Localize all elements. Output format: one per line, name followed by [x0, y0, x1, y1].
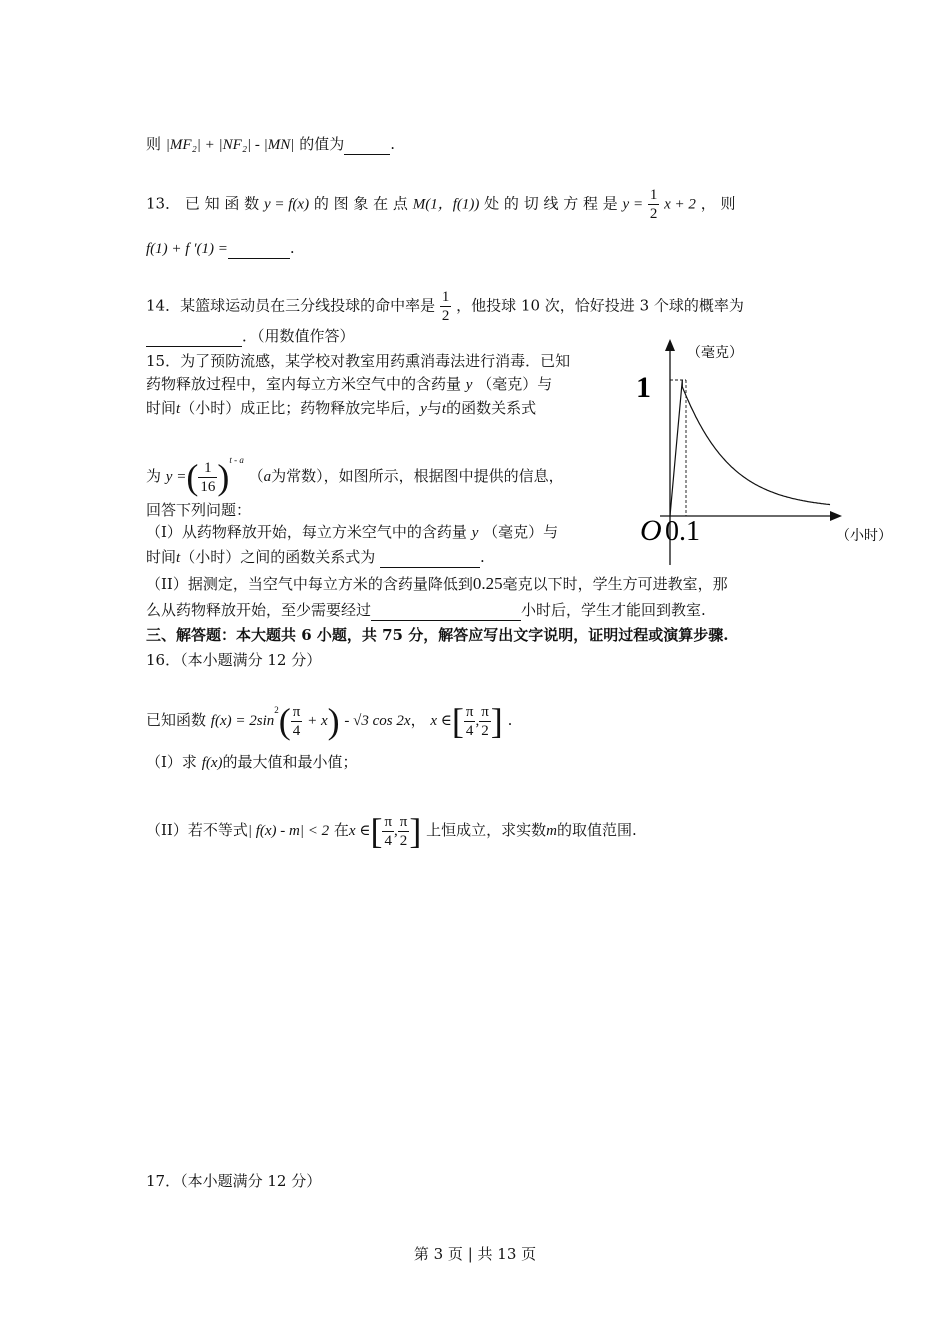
answer-blank	[344, 134, 390, 155]
math-expression: M(1，f(1))	[412, 196, 480, 213]
question-14	[146, 288, 744, 325]
q15-line2	[146, 374, 552, 395]
bracket-left: [	[451, 701, 464, 741]
text: ，他投球 10 次，恰好投进 3 个球的概率为	[456, 296, 744, 315]
section-heading: 三、解答题：本大题共 6 小题，共 75 分，解答应写出文字说明，证明过程或演算步骤.	[146, 626, 729, 644]
bracket-left: [	[370, 811, 383, 851]
text: 的取值范围.	[556, 821, 637, 839]
text: 的值为	[299, 135, 345, 153]
paren-left: (	[186, 457, 199, 497]
y-tick-label: 1	[636, 371, 651, 404]
text: 与	[426, 399, 442, 417]
text: 为常数），如图所示，根据图中提供的信息，	[271, 467, 564, 485]
text: 的 图 象 在 点	[313, 194, 408, 213]
variable: y	[471, 525, 479, 541]
math-expression: | f(x) - m| < 2	[247, 823, 330, 839]
answer-blank	[146, 326, 242, 347]
text: .	[479, 548, 485, 566]
text: 上恒成立，求实数	[426, 821, 547, 839]
math-expression: y =	[165, 469, 187, 485]
fraction	[440, 288, 452, 325]
numerator: 1	[649, 187, 658, 203]
fraction	[291, 703, 303, 740]
text: （	[248, 467, 264, 485]
paren-right: )	[217, 457, 230, 497]
variable: a	[263, 469, 272, 485]
text: 已 知 函 数	[184, 194, 260, 213]
text: （II）据测定，当空气中每立方米的含药量降低到	[146, 575, 473, 593]
text: 则	[146, 135, 162, 153]
denominator: 2	[481, 722, 489, 739]
variable: y	[465, 377, 473, 393]
math-expression: x ∈	[348, 823, 371, 839]
fraction	[382, 813, 394, 850]
denominator: 2	[399, 832, 408, 849]
question-12-tail	[146, 134, 395, 155]
math-expression: f(x)	[201, 755, 223, 771]
text: 在	[333, 821, 349, 839]
variable: t	[176, 550, 181, 566]
x-axis-arrow	[830, 511, 842, 521]
text: （小时）之间的函数关系式为	[180, 548, 376, 566]
text: 么从药物释放开始，至少需要经过	[146, 601, 372, 619]
value: 0.25	[472, 574, 503, 593]
math-expression: x + 2	[664, 196, 696, 213]
math-expression: f(x) = 2sin	[210, 713, 275, 729]
origin-label: O	[640, 514, 662, 547]
math-expression: x ∈	[430, 713, 452, 729]
text: .	[289, 239, 295, 257]
question-number: 14．	[146, 296, 181, 315]
denominator: 4	[465, 722, 474, 739]
q15-part1	[146, 522, 558, 543]
text: （毫克）与	[483, 523, 559, 541]
text: 药物释放过程中，室内每立方米空气中的含药量	[146, 375, 462, 393]
math-expression: f(1) + f ′(1) =	[146, 241, 228, 257]
q15-figure	[630, 335, 910, 575]
denominator: 16	[200, 478, 216, 495]
text: ．（用数值作答）	[242, 327, 355, 345]
q15-line5: 回答下列问题：	[146, 501, 252, 519]
x-unit-label: （小时）	[836, 528, 892, 544]
q16-function: 已知函数 $f(x) = 2\sin^2$( $\frac{\pi}{4}$ + x) - √3 cos 2x， x ∈[ $\frac{\pi}{4}$ , $\frac{\pi}{2}$ ] .	[146, 701, 513, 741]
question-16-header: 16．（本小题满分 12 分）	[146, 651, 322, 669]
math-expression: + x	[307, 713, 328, 729]
text: （I）求	[146, 753, 197, 771]
paren-left: (	[278, 701, 291, 741]
denominator: 2	[649, 206, 658, 222]
exponent: 2	[274, 705, 279, 715]
text: 处 的 切 线 方 程 是	[484, 194, 618, 213]
text: 时间	[146, 399, 177, 417]
fraction	[479, 703, 491, 740]
denominator: 4	[292, 722, 301, 739]
text: 已知函数	[146, 711, 207, 729]
fraction	[398, 813, 410, 850]
fraction	[464, 703, 476, 740]
q16-part1	[146, 752, 358, 773]
text: .	[390, 135, 395, 153]
variable: m	[546, 823, 557, 839]
question-13	[146, 186, 735, 223]
bracket-right: ]	[409, 811, 422, 851]
question-number: 13．	[146, 194, 181, 213]
text: 小时后，学生才能回到教室.	[521, 601, 706, 619]
text: （毫克）与	[477, 375, 553, 393]
q15-line3	[146, 398, 536, 419]
math-expression: - √3 cos 2x	[344, 713, 411, 729]
text: ，	[410, 711, 426, 729]
answer-blank	[228, 238, 290, 259]
q16-part2: （II）若不等式| f(x) - m| < 2 在x ∈[ $\frac{\pi}{4}$ , $\frac{\pi}{2}$ ] 上恒成立，求实数m的取值范围.	[146, 811, 637, 851]
text: （II）若不等式	[146, 821, 248, 839]
exponent: t - a	[229, 455, 244, 465]
x-tick-label: 0.1	[665, 516, 700, 547]
question-13-line2	[146, 238, 295, 259]
denominator: 4	[384, 832, 392, 849]
y-axis-arrow	[665, 339, 675, 351]
text: 毫克以下时，学生方可进教室，那	[502, 575, 728, 593]
page-footer: 第 3 页 | 共 13 页	[413, 1245, 537, 1263]
variable: t	[441, 401, 447, 417]
q15-part2	[146, 574, 728, 594]
q15-part1-line2	[146, 547, 485, 568]
text: 时间	[146, 548, 177, 566]
fraction	[198, 459, 217, 496]
text: ， 则	[700, 194, 736, 213]
question-14-line2	[146, 326, 355, 347]
answer-blank	[371, 600, 521, 621]
numerator: 1	[198, 459, 217, 478]
text: 的最大值和最小值；	[222, 753, 358, 771]
text: （小时）成正比；药物释放完毕后，	[180, 399, 421, 417]
math-expression: y =	[622, 196, 644, 213]
answer-blank	[380, 547, 480, 568]
numerator: π	[481, 703, 489, 720]
y-unit-label: （毫克）	[687, 345, 743, 361]
math-expression: y = f(x)	[263, 196, 310, 213]
numerator: π	[292, 703, 301, 720]
variable: t	[176, 401, 181, 417]
text: （I）从药物释放开始，每立方米空气中的含药量	[146, 523, 467, 541]
numerator: π	[384, 813, 393, 830]
question-17-header: 17．（本小题满分 12 分）	[146, 1172, 322, 1190]
numerator: π	[399, 813, 408, 830]
fraction	[648, 186, 660, 223]
denominator: 2	[441, 308, 450, 324]
paren-right: )	[327, 701, 340, 741]
text: .	[507, 711, 513, 729]
text: 某篮球运动员在三分线投球的命中率是	[180, 296, 436, 315]
q15-line4	[146, 440, 564, 497]
text: 为	[146, 467, 162, 485]
numerator: π	[465, 703, 474, 720]
variable: y	[420, 401, 427, 417]
question-15: 15．为了预防流感，某学校对教室用药熏消毒法进行消毒．已知	[146, 352, 571, 370]
text: 的函数关系式	[446, 399, 537, 417]
q15-part2-line2	[146, 600, 706, 621]
concentration-curve	[670, 380, 830, 516]
numerator: 1	[441, 289, 450, 305]
math-expression: |MF₂| + |NF₂| - |MN|	[165, 137, 295, 153]
bracket-right: ]	[490, 701, 503, 741]
